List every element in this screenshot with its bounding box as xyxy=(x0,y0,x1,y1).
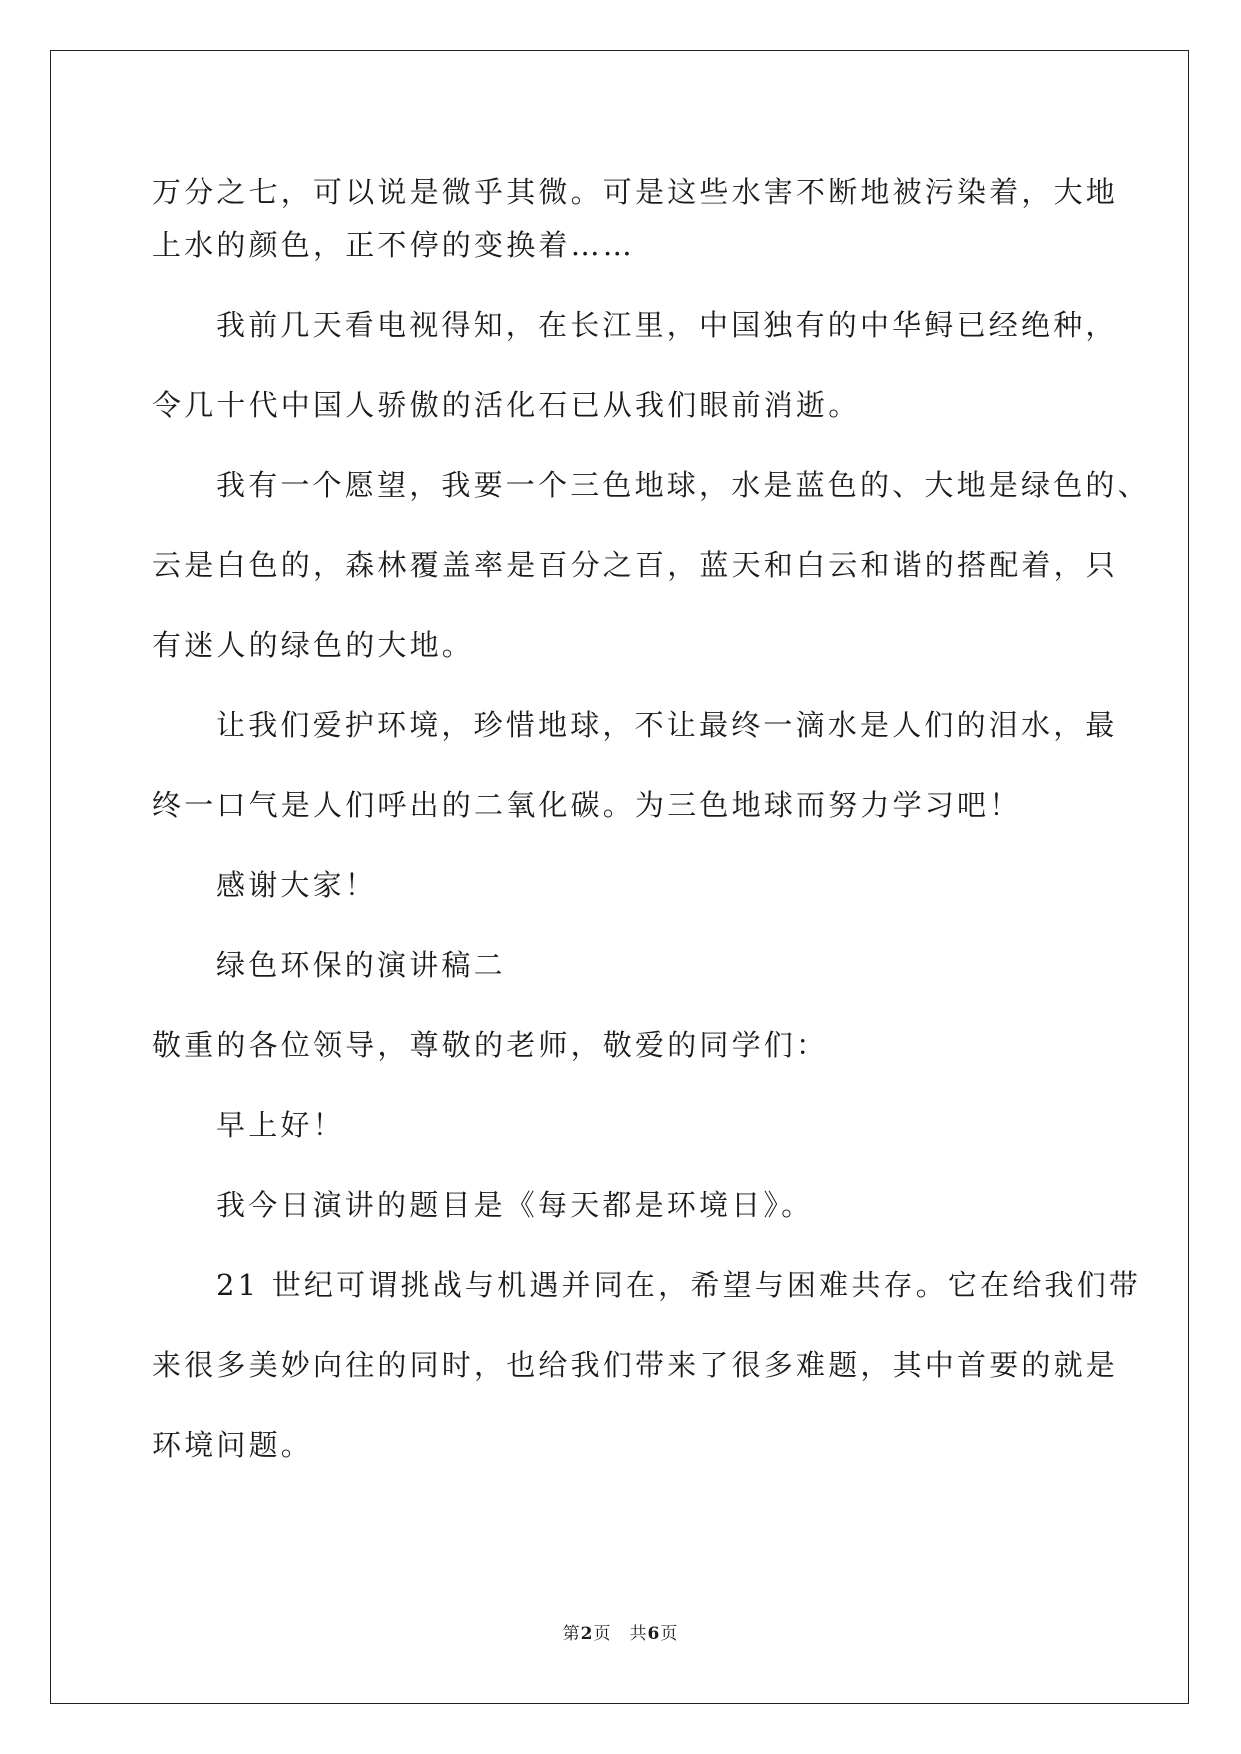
text-line: 上水的颜色，正不停的变换着…… xyxy=(152,228,636,262)
total-pages-number: 6 xyxy=(647,1624,661,1644)
text-line: 让我们爱护环境，珍惜地球，不让最终一滴水是人们的泪水，最 xyxy=(216,708,1118,742)
footer-prefix: 第 xyxy=(562,1624,581,1644)
text-line: 感谢大家！ xyxy=(216,868,378,902)
footer-middle: 页 共 xyxy=(593,1624,648,1644)
text-line: 终一口气是人们呼出的二氧化碳。为三色地球而努力学习吧！ xyxy=(152,788,1022,822)
text-line: 环境问题。 xyxy=(152,1428,314,1462)
text-line: 云是白色的，森林覆盖率是百分之百，蓝天和白云和谐的搭配着，只 xyxy=(152,548,1119,582)
text-line: 21 世纪可谓挑战与机遇并同在，希望与困难共存。它在给我们带 xyxy=(216,1268,1142,1302)
text-line: 我有一个愿望，我要一个三色地球，水是蓝色的、大地是绿色的、 xyxy=(216,468,1150,502)
text-line: 来很多美妙向往的同时，也给我们带来了很多难题，其中首要的就是 xyxy=(152,1348,1119,1382)
greeting: 早上好！ xyxy=(216,1108,345,1142)
text-line: 有迷人的绿色的大地。 xyxy=(152,628,475,662)
text-line: 我今日演讲的题目是《每天都是环境日》。 xyxy=(216,1188,814,1222)
text-line: 我前几天看电视得知，在长江里，中国独有的中华鲟已经绝种， xyxy=(216,308,1118,342)
text-line: 令几十代中国人骄傲的活化石已从我们眼前消逝。 xyxy=(152,388,861,422)
section-heading: 绿色环保的演讲稿二 xyxy=(216,948,506,982)
footer-suffix: 页 xyxy=(660,1624,679,1644)
salutation: 敬重的各位领导，尊敬的老师，敬爱的同学们： xyxy=(152,1028,829,1062)
text-line: 万分之七，可以说是微乎其微。可是这些水害不断地被污染着，大地 xyxy=(152,175,1119,209)
current-page-number: 2 xyxy=(580,1624,594,1644)
page-footer xyxy=(0,1622,1241,1646)
